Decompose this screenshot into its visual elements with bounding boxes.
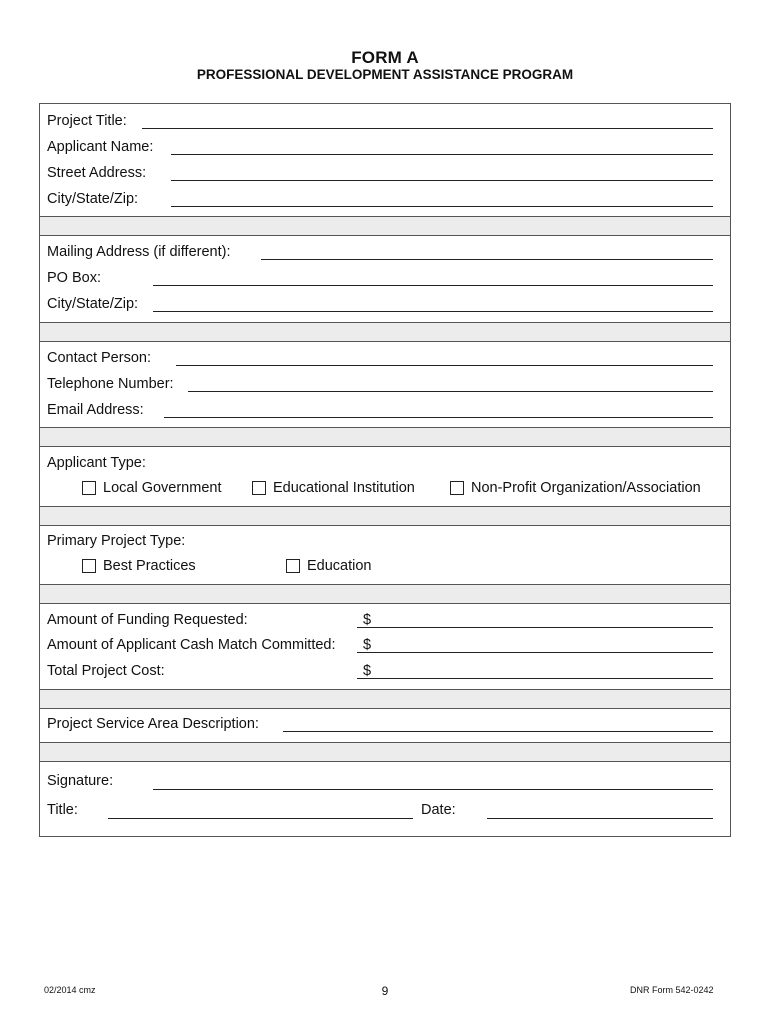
local-government-label: Local Government — [103, 480, 222, 496]
funding-requested-currency: $ — [363, 612, 372, 628]
non-profit-checkbox[interactable] — [450, 481, 464, 495]
best-practices-label: Best Practices — [103, 558, 196, 574]
project-title-label: Project Title: — [47, 113, 127, 129]
contact-person-field[interactable] — [176, 365, 713, 366]
total-project-cost-currency: $ — [363, 663, 372, 679]
mailing-city-state-zip-label: City/State/Zip: — [47, 296, 139, 312]
best-practices-checkbox[interactable] — [82, 559, 96, 573]
local-government-checkbox[interactable] — [82, 481, 96, 495]
cash-match-currency: $ — [363, 637, 372, 653]
form-title: FORM A — [351, 48, 419, 67]
funding-requested-field[interactable] — [357, 627, 713, 628]
telephone-field[interactable] — [188, 391, 713, 392]
form-box — [39, 103, 731, 837]
applicant-name-field[interactable] — [171, 154, 713, 155]
street-address-field[interactable] — [171, 180, 713, 181]
mailing-address-field[interactable] — [261, 259, 713, 260]
section-divider — [40, 322, 730, 342]
educational-institution-checkbox[interactable] — [252, 481, 266, 495]
street-address-label: Street Address: — [47, 165, 147, 181]
signer-title-field[interactable] — [108, 818, 413, 819]
primary-project-type-label: Primary Project Type: — [47, 533, 186, 549]
cash-match-field[interactable] — [357, 652, 713, 653]
mailing-address-label: Mailing Address (if different): — [47, 244, 231, 260]
date-field[interactable] — [487, 818, 713, 819]
cash-match-label: Amount of Applicant Cash Match Committed: — [47, 637, 336, 653]
education-checkbox[interactable] — [286, 559, 300, 573]
email-field[interactable] — [164, 417, 713, 418]
footer-revision: 02/2014 cmz — [44, 985, 96, 995]
telephone-label: Telephone Number: — [47, 376, 174, 392]
total-project-cost-label: Total Project Cost: — [47, 663, 165, 679]
educational-institution-label: Educational Institution — [273, 480, 415, 496]
non-profit-label: Non-Profit Organization/Association — [471, 480, 701, 496]
footer-form-number: DNR Form 542-0242 — [630, 985, 714, 995]
contact-person-label: Contact Person: — [47, 350, 151, 366]
city-state-zip-field[interactable] — [171, 206, 713, 207]
form-subtitle: PROFESSIONAL DEVELOPMENT ASSISTANCE PROGRAM — [196, 67, 574, 82]
education-label: Education — [307, 558, 372, 574]
section-divider — [40, 506, 730, 526]
funding-requested-label: Amount of Funding Requested: — [47, 612, 248, 628]
section-divider — [40, 742, 730, 762]
email-label: Email Address: — [47, 402, 144, 418]
section-divider — [40, 689, 730, 709]
signer-title-label: Title: — [47, 802, 78, 818]
section-divider — [40, 584, 730, 604]
po-box-label: PO Box: — [47, 270, 101, 286]
signature-label: Signature: — [47, 773, 114, 789]
mailing-city-state-zip-field[interactable] — [153, 311, 713, 312]
date-label: Date: — [421, 802, 456, 818]
service-area-field[interactable] — [283, 731, 713, 732]
signature-field[interactable] — [153, 789, 713, 790]
project-title-field[interactable] — [142, 128, 713, 129]
applicant-name-label: Applicant Name: — [47, 139, 154, 155]
total-project-cost-field[interactable] — [357, 678, 713, 679]
section-divider — [40, 427, 730, 447]
section-divider — [40, 216, 730, 236]
city-state-zip-label: City/State/Zip: — [47, 191, 139, 207]
po-box-field[interactable] — [153, 285, 713, 286]
service-area-label: Project Service Area Description: — [47, 716, 259, 732]
applicant-type-label: Applicant Type: — [47, 455, 146, 471]
page-number: 9 — [381, 984, 389, 998]
